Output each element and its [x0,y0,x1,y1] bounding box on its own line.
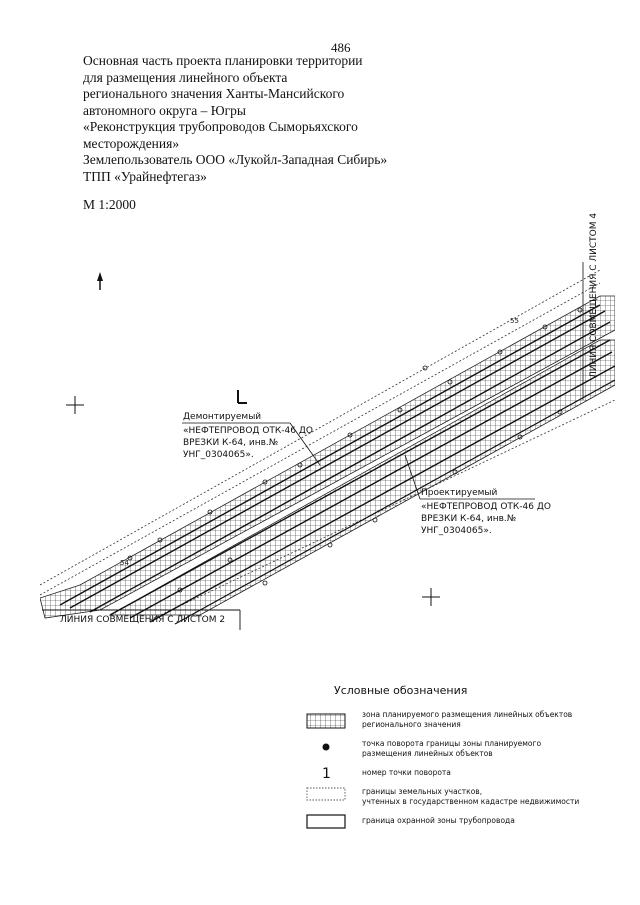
title-line: автономного округа – Югры [83,102,246,118]
pipeline-line [90,322,610,612]
legend-hatch-symbol [307,714,345,728]
legend-item-text: номер точки поворота [362,768,451,777]
legend-item-text: граница охранной зоны трубопровода [362,816,515,825]
pipeline-corridor [40,270,615,624]
legend-dotted-symbol [307,788,345,800]
legend-dot-symbol [323,744,330,751]
title-line: «Реконструкция трубопроводов Сыморьяхского [83,119,358,134]
match-line-bottom-label: ЛИНИЯ СОВМЕЩЕНИЯ С ЛИСТОМ 2 [60,615,226,625]
point-label: 55 [510,317,519,325]
callout-line: ВРЕЗКИ К-64, инв.№ [421,514,517,524]
registration-cross-icon [66,396,84,414]
registration-cross-icon [422,588,440,606]
callout-line: УНГ_0304065». [183,450,254,460]
title-line: для размещения линейного объекта [83,69,288,85]
callout-line: ВРЕЗКИ К-64, инв.№ [183,438,279,448]
callout-line: Проектируемый [421,488,498,498]
callout-dismantled [182,412,320,465]
page-number: 486 [331,40,351,55]
title-line: ТПП «Урайнефтегаз» [83,168,207,184]
pipeline-line [60,305,600,605]
legend-item-text: учтенных в государственном кадастре недвижимости [362,797,580,806]
title-line: Основная часть проекта планировки территории [83,53,363,68]
legend-item-text: точка поворота границы зоны планируемого [362,739,542,748]
legend-item-text: размещения линейных объектов [362,749,493,758]
legend-item-text: границы земельных участков, [362,787,483,796]
north-arrow-icon [97,272,103,290]
pipeline-line [150,366,615,622]
title-line: Землепользователь ООО «Лукойл-Западная Сибирь» [83,152,388,167]
map-scale: М 1:2000 [83,197,136,212]
title-line: месторождения» [83,135,180,151]
legend-number-symbol: 1 [322,766,331,782]
title-line: регионального значения Ханты-Мансийского [83,86,345,101]
callout-line: «НЕФТЕПРОВОД ОТК-46 ДО [183,426,313,436]
match-line-right-label: ЛИНИЯ СОВМЕЩЕНИЯ С ЛИСТОМ 4 [589,212,599,378]
callout-line: УНГ_0304065». [421,526,492,536]
pipeline-line [70,311,605,608]
pipeline-line [110,340,610,615]
legend-solid-symbol [307,815,345,828]
callout-line: «НЕФТЕПРОВОД ОТК-46 ДО [421,502,551,512]
legend [307,684,579,828]
legend-item-text: зона планируемого размещения линейных объектов [362,710,573,719]
legend-title: Условные обозначения [334,684,468,697]
legend-item-text: регионального значения [362,720,461,729]
map-marker-icon [238,390,247,403]
point-label: 54 [120,559,129,567]
callout-line: Демонтируемый [183,412,262,422]
pipeline-line [130,352,612,618]
